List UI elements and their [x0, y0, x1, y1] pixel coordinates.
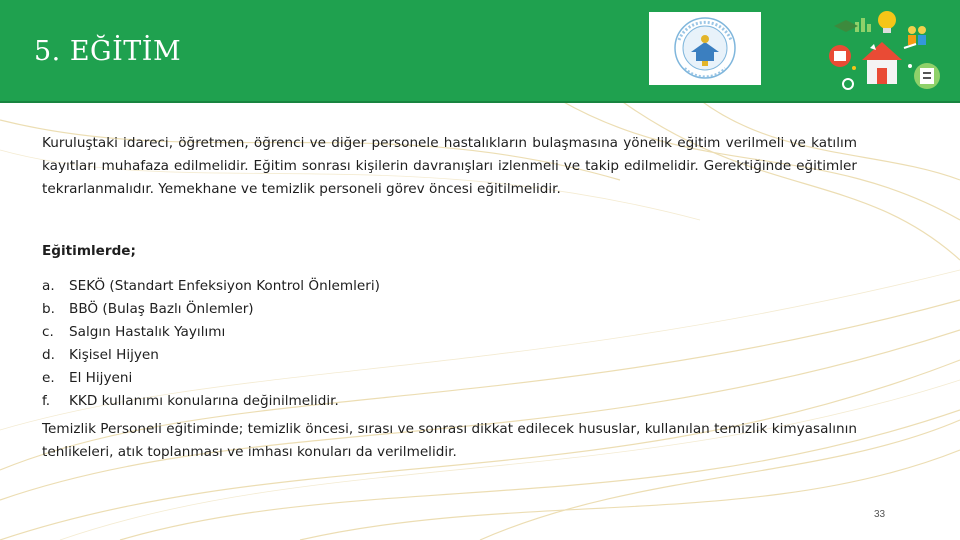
chart-icon — [855, 18, 871, 32]
list-item-text: BBÖ (Bulaş Bazlı Önlemler) — [69, 301, 254, 317]
closing-paragraph: Temizlik Personeli eğitiminde; temizlik öncesi, sırası ve sonrası dikkat edilecek hususlar, kullanılan temizlik kimyasalının tehlikeleri, atık toplanması ve imhası konuları da verilmelidir. — [42, 421, 857, 460]
list-marker: b. — [42, 301, 55, 317]
page-number: 33 — [874, 509, 886, 520]
list-item — [42, 275, 857, 298]
book-icon — [829, 45, 851, 67]
list-item — [42, 321, 857, 344]
lightbulb-icon — [878, 11, 896, 33]
clipboard-icon — [914, 63, 940, 89]
people-icon — [908, 26, 926, 45]
intro-paragraph: Kuruluştaki idareci, öğretmen, öğrenci ve diğer personele hastalıkların bulaşmasına yönelik eğitim verilmeli ve katılım kayıtları muhafaza edilmelidir. Eğitim sonrası kişilerin davranışları izlenmeli ve takip edilmelidir. Gerektiğinde eğitimler tekrarlanmalıdır. Yemekhane ve temizlik personeli görev öncesi eğitilmelidir. — [42, 135, 857, 197]
list-marker: f. — [42, 393, 51, 409]
graduation-cap-icon — [834, 20, 858, 32]
house-icon — [862, 42, 902, 84]
list-item-text: Salgın Hastalık Yayılımı — [69, 324, 226, 340]
list-marker: c. — [42, 324, 54, 340]
list-marker: e. — [42, 370, 55, 386]
list-marker: d. — [42, 347, 55, 363]
list-item-text: Kişisel Hijyen — [69, 347, 159, 363]
list-item-text: KKD kullanımı konularına değinilmelidir. — [69, 393, 339, 409]
list-item — [42, 298, 857, 321]
list-item — [42, 344, 857, 367]
list-item-text: SEKÖ (Standart Enfeksiyon Kontrol Önlemleri) — [69, 278, 380, 294]
logo-emblem-icon — [649, 12, 761, 85]
university-logo — [649, 12, 761, 85]
content-body — [42, 132, 857, 464]
slide-title: 5. EĞİTİM — [34, 36, 182, 67]
list-marker: a. — [42, 278, 55, 294]
list-item — [42, 367, 857, 390]
training-topics-list — [42, 275, 857, 413]
education-icons-cluster — [820, 4, 960, 100]
list-item — [42, 390, 857, 413]
list-item-text: El Hijyeni — [69, 370, 133, 386]
header-bar — [0, 0, 960, 103]
list-heading: Eğitimlerde; — [42, 243, 136, 259]
